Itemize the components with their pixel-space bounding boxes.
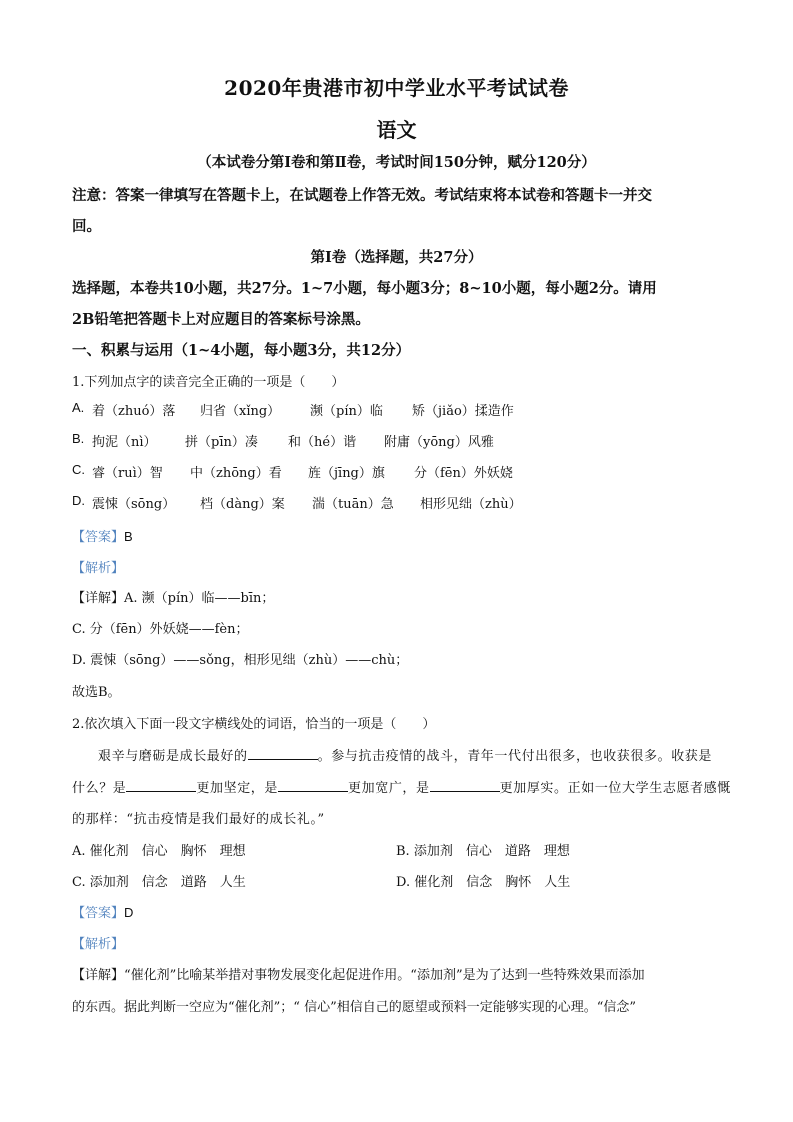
answer-label: 【答案】 [72,530,125,545]
page-title: 2020年贵港市初中学业水平考试试卷 [224,76,569,100]
option-letter: D. [396,875,411,890]
answer-label: 【答案】 [72,906,125,921]
option-text: 催化剂 信心 胸怀 理想 [89,844,246,859]
question-1-analysis-label: 【解析】 [72,561,125,576]
instructions-line-1: 选择题，本卷共10小题，共27分。1~7小题，每小题3分；8~10小题，每小题2分。请用 [72,280,657,297]
option-item: 旌（jīng）旗 [308,466,385,481]
option-item: 睿（ruì）智 [92,466,163,481]
instructions-line-2: 2B铅笔把答题卡上对应题目的答案标号涂黑。 [72,311,370,328]
option-letter: D. [72,493,85,508]
option-letter: A. [72,844,86,859]
question-2-answer [72,902,133,921]
question-2-option-d [396,871,570,890]
detail-label: 【详解】 [72,968,125,983]
question-2-analysis-label: 【解析】 [72,937,125,952]
option-item: 濒（pín）临 [310,404,383,419]
question-2-detail-line-1 [72,964,645,983]
passage-text: 艰辛与磨砺是成长最好的 [98,749,248,764]
question-2-option-b [396,840,570,859]
question-2-option-c [72,871,246,890]
answer-value: B [124,529,133,544]
question-2-stem: 2.依次填入下面一段文字横线处的词语，恰当的一项是（ ） [72,717,436,732]
option-letter: B. [72,431,85,446]
option-item: 着（zhuó）落 [92,404,176,419]
option-item: 湍（tuān）急 [312,497,394,512]
detail-text: A. 濒（pín）临——bīn； [124,591,275,606]
option-text: 添加剂 信心 道路 理想 [413,844,570,859]
section-heading: 第Ⅰ卷（选择题，共27分） [310,249,483,266]
passage-line-3: 的那样：“抗击疫情是我们最好的成长礼。” [72,812,325,827]
subject-heading: 语文 [376,118,417,142]
passage-text: 什么？是 [72,781,127,796]
fill-blank-2 [126,779,196,792]
part-heading: 一、积累与运用（1~4小题，每小题3分，共12分） [72,342,411,359]
option-item: 归省（xǐng） [200,404,281,419]
question-1-detail-line-1 [72,587,274,606]
detail-text: “催化剂”比喻某举措对事物发展变化起促进作用。“添加剂”是为了达到一些特殊效果而添加 [124,968,645,983]
detail-label: 【详解】 [72,591,125,606]
question-1-detail-line-3: D. 震悚（sōng）——sǒng，相形见绌（zhù）——chù； [72,653,409,668]
question-1-stem: 1.下列加点字的读音完全正确的一项是（ ） [72,375,345,390]
notice-line-2: 回。 [72,218,101,235]
option-item: 矫（jiǎo）揉造作 [412,404,514,419]
option-text: 添加剂 信念 道路 人生 [89,875,246,890]
passage-text: 更加宽广，是 [348,781,430,796]
fill-blank-4 [430,779,500,792]
option-item: 震悚（sōng） [92,497,176,512]
passage-text: 。参与抗击疫情的战斗，青年一代付出很多，也收获很多。收获是 [317,749,713,764]
option-text: 催化剂 信念 胸怀 人生 [414,875,571,890]
passage-text: 更加厚实。正如一位大学生志愿者感慨 [499,781,731,796]
option-item: 档（dàng）案 [200,497,285,512]
option-item: 附庸（yōng）风雅 [384,435,494,450]
option-item: 相形见绌（zhù） [420,497,522,512]
notice-line-1: 注意：答案一律填写在答题卡上，在试题卷上作答无效。考试结束将本试卷和答题卡一并交 [72,187,652,204]
option-letter: B. [396,844,410,859]
option-item: 和（hé）谐 [288,435,357,450]
option-letter: A. [72,400,85,415]
passage-line-1 [98,745,712,764]
fill-blank-1 [248,747,318,760]
passage-line-2 [72,777,731,796]
answer-value: D [124,905,134,920]
option-letter: C. [72,875,86,890]
option-item: 拼（pīn）凑 [185,435,258,450]
question-2-option-a [72,840,246,859]
question-1-detail-line-2: C. 分（fēn）外妖娆——fèn； [72,622,249,637]
option-letter: C. [72,462,85,477]
fill-blank-3 [278,779,348,792]
question-2-detail-line-2: 的东西。据此判断一空应为“催化剂”；“ 信心”相信自己的愿望或预料一定能够实现的心理。“信念” [72,1000,637,1015]
option-item: 中（zhōng）看 [190,466,282,481]
question-1-answer [72,526,133,545]
option-item: 拘泥（nì） [92,435,157,450]
question-1-conclusion: 故选B。 [72,685,121,700]
passage-text: 更加坚定，是 [196,781,279,796]
exam-info: （本试卷分第Ⅰ卷和第Ⅱ卷，考试时间150分钟，赋分120分） [197,154,596,171]
option-item: 分（fēn）外妖娆 [414,466,513,481]
